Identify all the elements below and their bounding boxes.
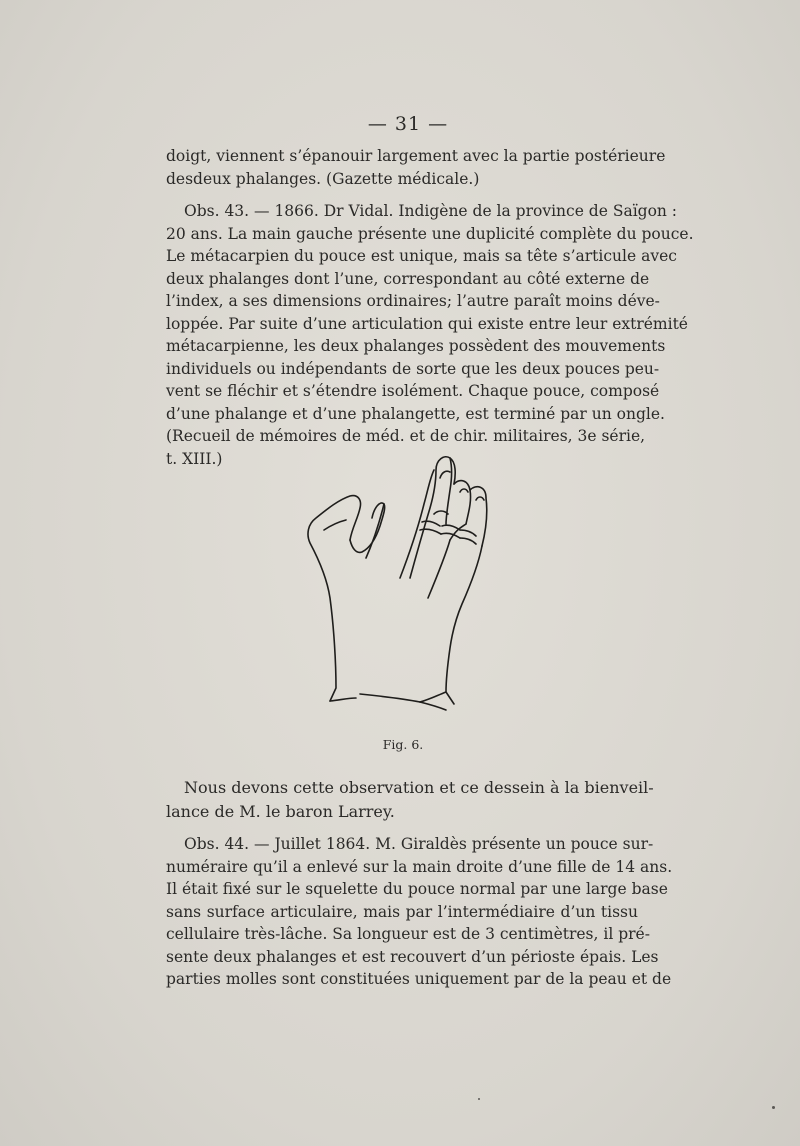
hand-drawing-icon bbox=[300, 448, 500, 728]
text-line: lance de M. le baron Larrey. bbox=[166, 802, 395, 821]
text-line: 20 ans. La main gauche présente une duplicité complète du pouce. bbox=[166, 224, 694, 243]
text-line: Nous devons cette observation et ce dessein à la bienveil- bbox=[184, 778, 654, 797]
observation-44-paragraph bbox=[166, 833, 673, 991]
text-line: cellulaire très-lâche. Sa longueur est de 3 centimètres, il pré- bbox=[166, 925, 650, 943]
text-line: l’index, a ses dimensions ordinaires; l’autre paraît moins déve- bbox=[166, 292, 660, 310]
continuation-paragraph bbox=[166, 145, 666, 190]
hand-illustration bbox=[300, 448, 500, 728]
figure-caption: Fig. 6. bbox=[382, 737, 424, 752]
text-line: individuels ou indépendants de sorte que les deux pouces peu- bbox=[166, 359, 660, 378]
text-line: Obs. 43. — 1866. Dr Vidal. Indigène de la province de Saïgon : bbox=[184, 202, 678, 220]
text-line: doigt, viennent s’épanouir largement avec la partie postérieure bbox=[166, 147, 666, 165]
text-line: d’une phalange et d’une phalangette, est terminé par un ongle. bbox=[166, 404, 665, 423]
acknowledgement-paragraph bbox=[166, 776, 654, 824]
text-line: loppée. Par suite d’une articulation qui existe entre leur extrémité bbox=[166, 314, 688, 333]
page-number: — 31 — bbox=[367, 113, 449, 135]
text-line: (Recueil de mémoires de méd. et de chir. militaires, 3e série, bbox=[166, 427, 646, 445]
paper-speck bbox=[478, 1098, 480, 1100]
text-line: Obs. 44. — Juillet 1864. M. Giraldès présente un pouce sur- bbox=[184, 835, 654, 853]
text-line: Le métacarpien du pouce est unique, mais sa tête s’articule avec bbox=[166, 247, 677, 265]
text-line: Il était fixé sur le squelette du pouce normal par une large base bbox=[166, 880, 668, 898]
paper-speck bbox=[772, 1106, 775, 1109]
text-line: numéraire qu’il a enlevé sur la main droite d’une fille de 14 ans. bbox=[166, 857, 673, 876]
text-line: t. XIII.) bbox=[166, 449, 223, 468]
text-line: sans surface articulaire, mais par l’intermédiaire d’un tissu bbox=[166, 902, 638, 921]
text-line: métacarpienne, les deux phalanges possèdent des mouvements bbox=[166, 337, 666, 355]
text-line: sente deux phalanges et est recouvert d’un périoste épais. Les bbox=[166, 947, 659, 966]
text-line: parties molles sont constituées uniquement par de la peau et de bbox=[166, 970, 672, 988]
text-line: deux phalanges dont l’une, correspondant au côté externe de bbox=[166, 269, 650, 288]
text-line: desdeux phalanges. (Gazette médicale.) bbox=[166, 169, 480, 188]
text-line: vent se fléchir et s’étendre isolément. Chaque pouce, composé bbox=[166, 382, 660, 400]
observation-43-paragraph bbox=[166, 200, 694, 470]
